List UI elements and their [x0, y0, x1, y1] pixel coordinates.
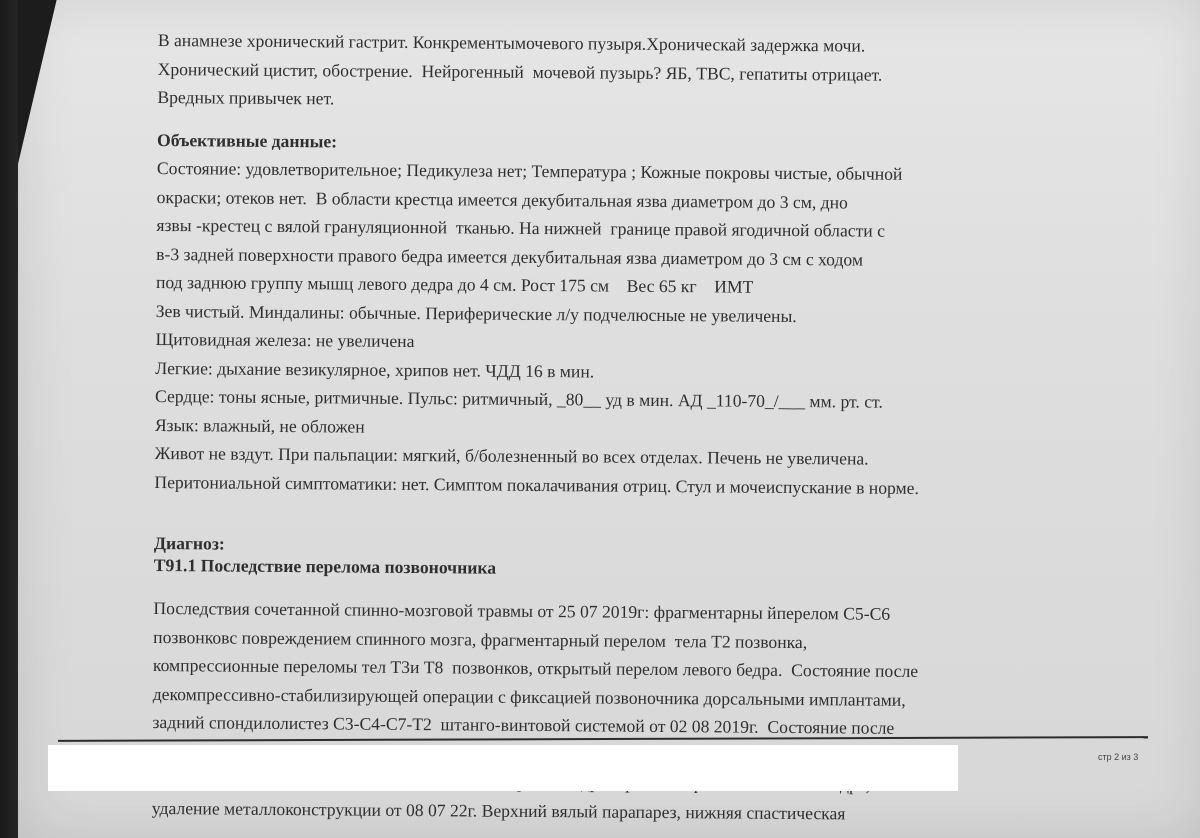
anamnesis-line: Вредных привычек нет. [157, 86, 335, 109]
diagnosis-code: Т91.1 Последствие перелома позвоночника [153, 554, 497, 578]
objective-section [154, 125, 1157, 503]
objective-line: Живот не вздут. При пальпации: мягкий, б/болезненный во всех отделах. Печень не увеличена. [154, 442, 869, 469]
diagnosis-line: Последствия сочетанной спинно-мозговой травмы от 25 07 2019г: фрагментарны йперелом С5-С6 [153, 597, 891, 624]
objective-line: в-3 задней поверхности правого бедра имеется декубитальная язва диаметром до 3 см с ходом [156, 243, 864, 270]
page-number: стр 2 из 3 [1098, 752, 1139, 762]
objective-line: Зев чистый. Миндалины: обычные. Периферические л/у подчелюсные не увеличены. [155, 300, 797, 326]
anamnesis-line: В анамнезе хронический гастрит. Конкрементымочевого пузыря.Хроническай задержка мочи. [157, 29, 866, 56]
objective-line: Сердце: тоны ясные, ритмичные. Пульс: ритмичный, _80__ уд в мин. АД _110-70_/___ мм. рт. ст. [155, 385, 883, 412]
objective-line: Легкие: дыхание везикулярное, хрипов нет. ЧДД 16 в мин. [155, 357, 595, 381]
objective-heading: Объективные данные: [157, 129, 338, 151]
anamnesis-section [157, 26, 1158, 119]
diagnosis-line: декомпрессивно-стабилизирующей операции с фиксацией позвоночника дорсальными имплантами, [152, 683, 906, 710]
diagnosis-line: компрессионные переломы тел Т3и Т8 позвонков, открытый перелом левого бедра. Состояние после [152, 654, 919, 681]
paper-corner-shadow [18, 0, 58, 164]
objective-line: язвы -крестец с вялой грануляционной тканью. На нижней границе правой ягодичной области с [156, 214, 886, 241]
objective-line: Язык: влажный, не обложен [154, 414, 365, 437]
anamnesis-line: Хронический цистит, обострение. Нейрогенный мочевой пузырь? ЯБ, ТВС, гепатиты отрицает. [157, 58, 883, 85]
diagnosis-line: удаление металлоконструкции от 08 07 22г. Верхний вялый парапарез, нижняя спастическая [151, 797, 846, 823]
document-body [152, 26, 1158, 830]
objective-line: Щитовидная железа: не увеличена [155, 328, 415, 352]
objective-line: Состояние: удовлетворительное; Педикулеза нет; Температура ; Кожные покровы чистые, обычной [156, 157, 903, 184]
objective-line: окраски; отеков нет. В области крестца имеется декубитальная язва диаметром до 3 см, дно [156, 186, 848, 212]
redaction-box [48, 745, 958, 791]
objective-line: Перитониальной симптоматики: нет. Симптом покалачивания отриц. Стул и мочеиспускание в норме. [154, 471, 920, 498]
diagnosis-heading: Диагноз: [153, 532, 225, 554]
diagnosis-line: задний спондилолистез С3-С4-С7-Т2 штанго-винтовой системой от 02 08 2019г. Состояние после [152, 711, 895, 738]
diagnosis-line: позвонковс повреждением спинного мозга, фрагментарный перелом тела Т2 позвонка, [153, 626, 808, 652]
objective-line: под заднюю группу мышц левого дедра до 4 см. Рост 175 см Вес 65 кг ИМТ [155, 271, 754, 297]
